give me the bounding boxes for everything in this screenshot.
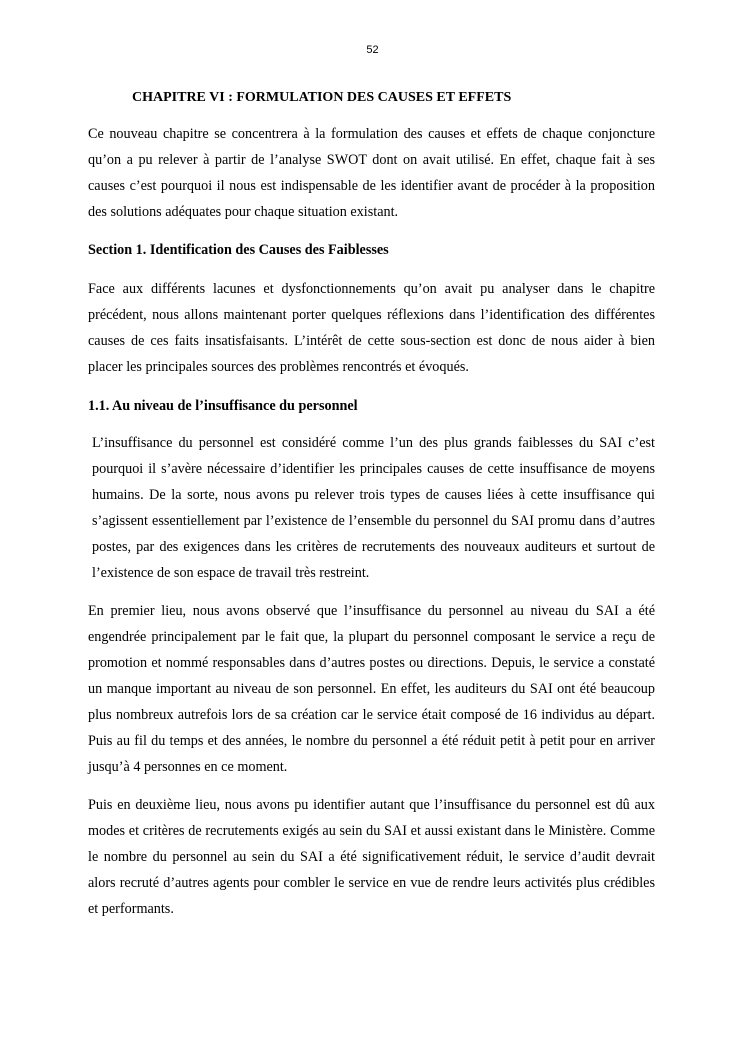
second-cause-paragraph: Puis en deuxième lieu, nous avons pu identifier autant que l’insuffisance du personnel est dû aux modes et critères de recrutements exigés au sein du SAI et aussi existant dans le Ministère. Comme le nombre du personnel au sein du SAI a été significativement réduit, le service d’audit devrait alors recruté d’autres agents pour combler le service en vue de rendre leurs activités plus crédibles et performants. [88, 797, 655, 917]
section-1-paragraph: Face aux différents lacunes et dysfonctionnements qu’on avait pu analyser dans le chapitre précédent, nous allons maintenant porter quelques réflexions dans l’identification des différentes causes de ces faits insatisfaisants. L’intérêt de cette sous-section est donc de nous aider à bien placer les principales sources des problèmes rencontrés et évoqués. [88, 281, 655, 375]
subsection-1-1-paragraph: L’insuffisance du personnel est considéré comme l’un des plus grands faiblesses du SAI c’est pourquoi il s’avère nécessaire d’identifier les principales causes de cette insuffisance de moyens humains. De la sorte, nous avons pu relever trois types de causes liées à cette insuffisance qui s’agissent essentiellement par l’existence de l’ensemble du personnel du SAI promu dans d’autres postes, par des exigences dans les critères de recrutements des nouveaux auditeurs et surtout de l’existence de son espace de travail très restreint. [92, 435, 655, 581]
chapter-title: CHAPITRE VI : FORMULATION DES CAUSES ET EFFETS [132, 90, 512, 105]
first-cause-paragraph: En premier lieu, nous avons observé que l’insuffisance du personnel au niveau du SAI a été engendrée principalement par le fait que, la plupart du personnel composant le service a reçu de promotion et nommé responsables dans d’autres postes ou directions. Depuis, le service a constaté un manque important au niveau de son personnel. En effet, les auditeurs du SAI ont été beaucoup plus nombreux autrefois lors de sa création car le service était composé de 16 individus au départ. Puis au fil du temps et des années, le nombre du personnel a été réduit petit à petit pour en arriver jusqu’à 4 personnes en ce moment. [88, 603, 655, 775]
section-1-heading: Section 1. Identification des Causes des Faiblesses [88, 242, 389, 258]
subsection-1-1-heading: 1.1. Au niveau de l’insuffisance du personnel [88, 398, 358, 414]
intro-paragraph: Ce nouveau chapitre se concentrera à la formulation des causes et effets de chaque conjoncture qu’on a pu relever à partir de l’analyse SWOT dont on avait utilisé. En effet, chaque fait à ses causes c’est pourquoi il nous est indispensable de les identifier avant de procéder à la proposition des solutions adéquates pour chaque situation existant. [88, 126, 655, 220]
page-number: 52 [366, 44, 379, 56]
